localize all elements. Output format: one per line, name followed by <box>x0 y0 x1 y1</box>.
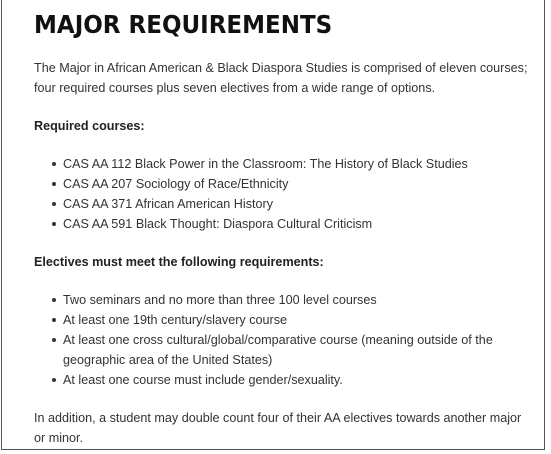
double-count-note: In addition, a student may double count four of their AA electives towards another major or minor. <box>34 411 522 445</box>
page-content <box>34 10 530 448</box>
electives-requirements-list <box>34 290 530 390</box>
list-item: Two seminars and no more than three 100 level courses <box>63 290 530 310</box>
content-panel <box>1 0 545 450</box>
list-item: CAS AA 591 Black Thought: Diaspora Cultural Criticism <box>63 214 530 234</box>
required-courses-list <box>34 154 530 234</box>
required-courses-heading: Required courses: <box>34 119 145 133</box>
list-item: CAS AA 371 African American History <box>63 194 530 214</box>
list-item: CAS AA 207 Sociology of Race/Ethnicity <box>63 174 530 194</box>
page-title: MAJOR REQUIREMENTS <box>34 10 333 39</box>
list-item: At least one course must include gender/sexuality. <box>63 370 530 390</box>
list-item: At least one 19th century/slavery course <box>63 310 530 330</box>
intro-paragraph: The Major in African American & Black Diaspora Studies is comprised of eleven courses; four required courses plus seven electives from a wide range of options. <box>34 61 528 95</box>
list-item: CAS AA 112 Black Power in the Classroom: The History of Black Studies <box>63 154 530 174</box>
list-item: At least one cross cultural/global/comparative course (meaning outside of the geographic area of the United States) <box>63 330 530 370</box>
electives-heading: Electives must meet the following requirements: <box>34 255 324 269</box>
